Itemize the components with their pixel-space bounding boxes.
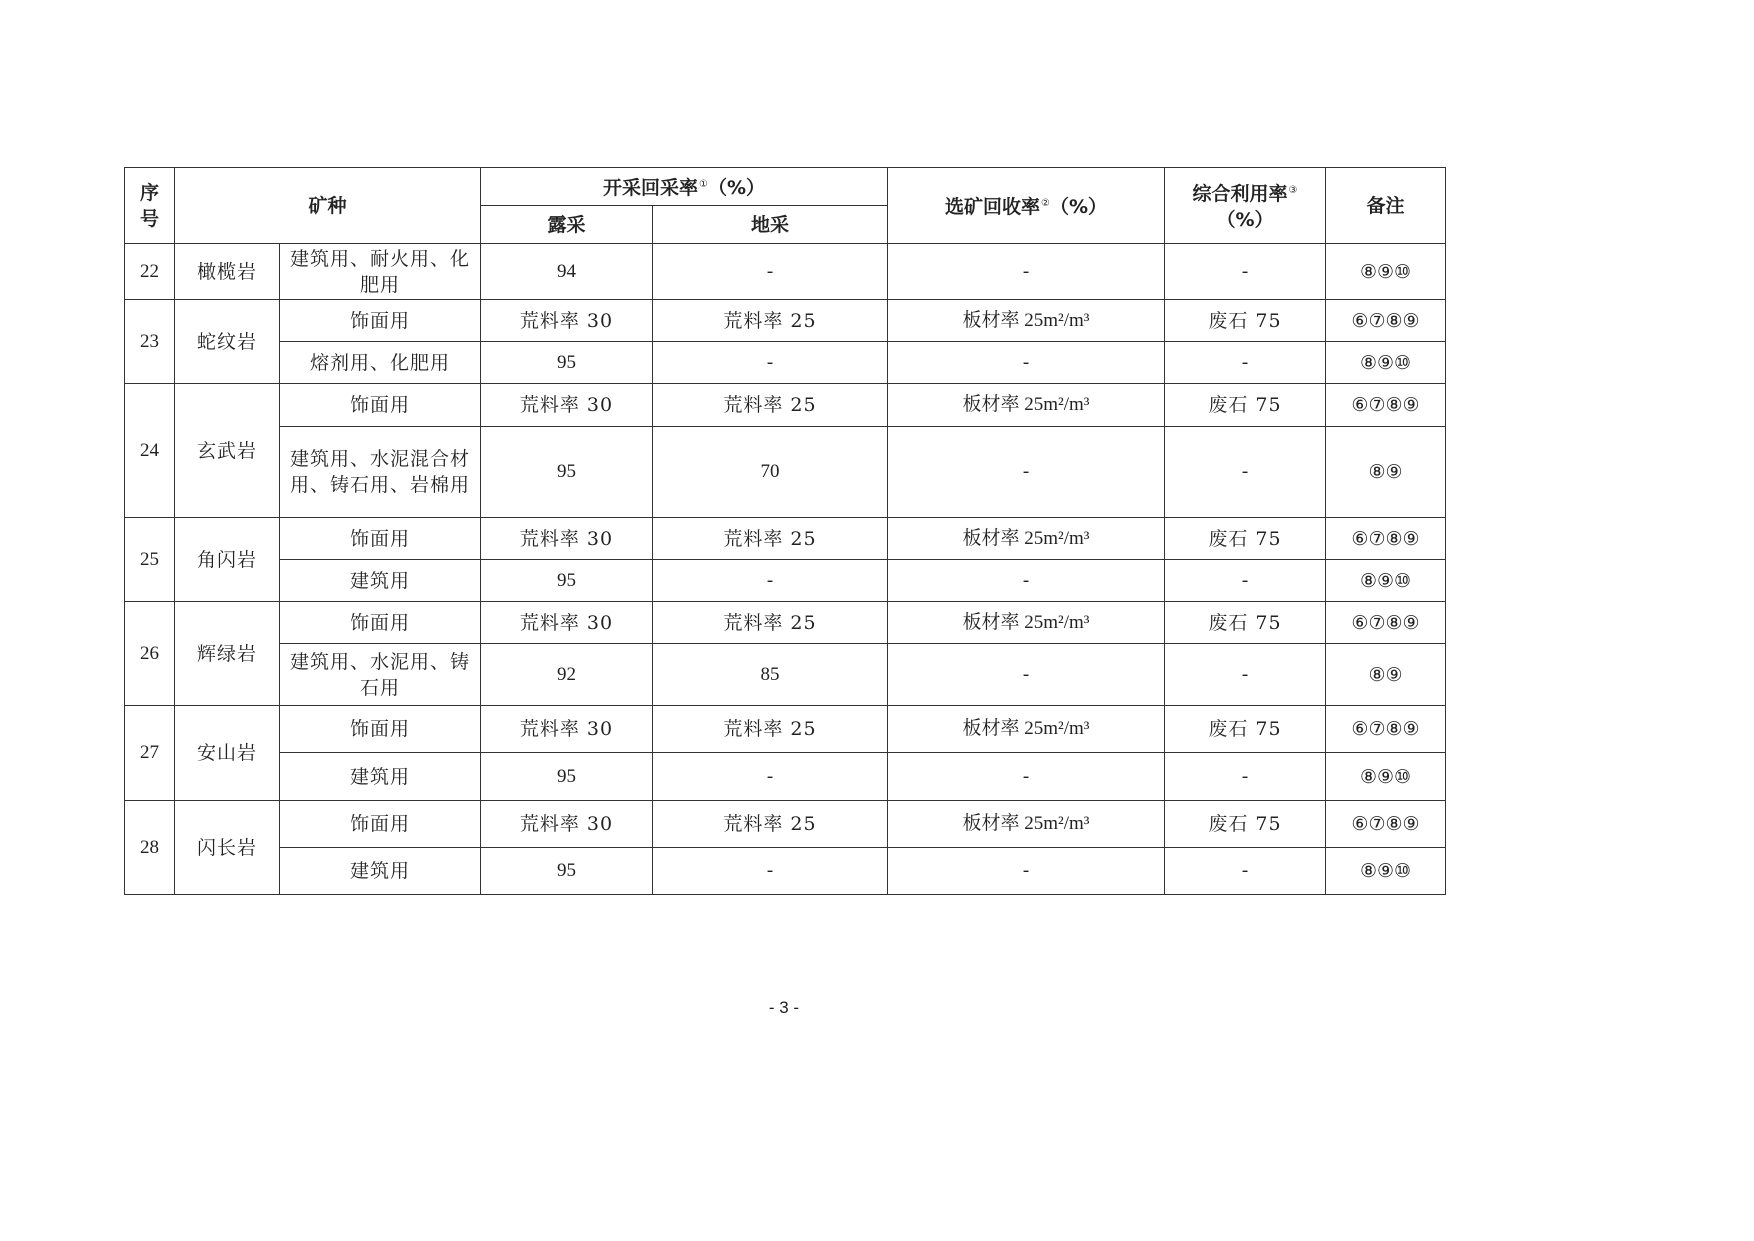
- comprehensive-value: 废石 75: [1165, 300, 1326, 342]
- underground-value: -: [653, 848, 888, 895]
- mineral-use: 建筑用、水泥用、铸石用: [280, 644, 481, 706]
- remark-value: ⑥⑦⑧⑨: [1326, 801, 1446, 848]
- header-comprehensive-use: 综合利用率③ （%）: [1165, 168, 1326, 244]
- underground-value: 荒料率 25: [653, 602, 888, 644]
- underground-value: 荒料率 25: [653, 518, 888, 560]
- remark-value: ⑧⑨: [1326, 427, 1446, 518]
- open-pit-value: 94: [481, 244, 653, 300]
- underground-value: 85: [653, 644, 888, 706]
- header-open-pit: 露采: [481, 206, 653, 244]
- mineral-use: 建筑用、水泥混合材用、铸石用、岩棉用: [280, 427, 481, 518]
- mineral-name: 角闪岩: [175, 518, 280, 602]
- table-row: [125, 560, 1446, 602]
- underground-value: -: [653, 753, 888, 801]
- processing-value: 板材率 25m²/m³: [888, 602, 1165, 644]
- remark-value: ⑥⑦⑧⑨: [1326, 518, 1446, 560]
- processing-value: -: [888, 753, 1165, 801]
- comprehensive-value: 废石 75: [1165, 706, 1326, 753]
- mineral-name: 辉绿岩: [175, 602, 280, 706]
- remark-value: ⑥⑦⑧⑨: [1326, 706, 1446, 753]
- mineral-use: 饰面用: [280, 518, 481, 560]
- comprehensive-value: 废石 75: [1165, 384, 1326, 427]
- remark-value: ⑧⑨⑩: [1326, 848, 1446, 895]
- processing-value: 板材率 25m²/m³: [888, 706, 1165, 753]
- underground-value: -: [653, 560, 888, 602]
- comprehensive-value: -: [1165, 644, 1326, 706]
- header-remarks: 备注: [1326, 168, 1446, 244]
- header-underground: 地采: [653, 206, 888, 244]
- row-number: 28: [125, 801, 175, 895]
- mineral-use: 建筑用、耐火用、化肥用: [280, 244, 481, 300]
- comprehensive-value: -: [1165, 342, 1326, 384]
- mineral-use: 饰面用: [280, 300, 481, 342]
- open-pit-value: 荒料率 30: [481, 706, 653, 753]
- open-pit-value: 荒料率 30: [481, 801, 653, 848]
- row-number: 23: [125, 300, 175, 384]
- table-row: [125, 244, 1446, 300]
- open-pit-value: 95: [481, 427, 653, 518]
- table-row: [125, 602, 1446, 644]
- processing-value: 板材率 25m²/m³: [888, 384, 1165, 427]
- table-row: [125, 384, 1446, 427]
- open-pit-value: 95: [481, 848, 653, 895]
- row-number: 22: [125, 244, 175, 300]
- mineral-name: 橄榄岩: [175, 244, 280, 300]
- page-number: - 3 -: [768, 998, 800, 1017]
- header-seq-text: 序号: [139, 181, 159, 230]
- table-row: [125, 300, 1446, 342]
- table-row: [125, 801, 1446, 848]
- mineral-name: 闪长岩: [175, 801, 280, 895]
- mineral-use: 饰面用: [280, 384, 481, 427]
- table-row: [125, 518, 1446, 560]
- processing-value: -: [888, 342, 1165, 384]
- header-seq: [125, 168, 175, 244]
- open-pit-value: 92: [481, 644, 653, 706]
- remark-value: ⑥⑦⑧⑨: [1326, 602, 1446, 644]
- footnote-1: ①: [699, 179, 708, 190]
- underground-value: 荒料率 25: [653, 801, 888, 848]
- footnote-3: ③: [1288, 185, 1298, 196]
- row-number: 27: [125, 706, 175, 801]
- comprehensive-value: 废石 75: [1165, 801, 1326, 848]
- open-pit-value: 95: [481, 753, 653, 801]
- open-pit-value: 95: [481, 560, 653, 602]
- comprehensive-value: -: [1165, 244, 1326, 300]
- row-number: 24: [125, 384, 175, 518]
- remark-value: ⑧⑨⑩: [1326, 342, 1446, 384]
- comprehensive-value: -: [1165, 427, 1326, 518]
- processing-value: -: [888, 427, 1165, 518]
- table-row: [125, 644, 1446, 706]
- remark-value: ⑥⑦⑧⑨: [1326, 300, 1446, 342]
- processing-value: -: [888, 848, 1165, 895]
- underground-value: 荒料率 25: [653, 300, 888, 342]
- mineral-use: 饰面用: [280, 706, 481, 753]
- remark-value: ⑧⑨: [1326, 644, 1446, 706]
- mineral-use: 建筑用: [280, 753, 481, 801]
- header-mineral: 矿种: [175, 168, 481, 244]
- comprehensive-value: -: [1165, 753, 1326, 801]
- underground-value: 70: [653, 427, 888, 518]
- remark-value: ⑧⑨⑩: [1326, 560, 1446, 602]
- processing-value: 板材率 25m²/m³: [888, 518, 1165, 560]
- mineral-name: 安山岩: [175, 706, 280, 801]
- row-number: 25: [125, 518, 175, 602]
- mineral-recovery-table: [124, 167, 1446, 895]
- row-number: 26: [125, 602, 175, 706]
- header-mining-recovery: 开采回采率①（%）: [481, 168, 888, 206]
- table-row: [125, 753, 1446, 801]
- processing-value: 板材率 25m²/m³: [888, 801, 1165, 848]
- remark-value: ⑧⑨⑩: [1326, 244, 1446, 300]
- mineral-use: 饰面用: [280, 801, 481, 848]
- processing-value: 板材率 25m²/m³: [888, 300, 1165, 342]
- processing-value: -: [888, 244, 1165, 300]
- mineral-use: 建筑用: [280, 848, 481, 895]
- mineral-name: 蛇纹岩: [175, 300, 280, 384]
- mineral-use: 饰面用: [280, 602, 481, 644]
- remark-value: ⑥⑦⑧⑨: [1326, 384, 1446, 427]
- table-row: [125, 706, 1446, 753]
- underground-value: -: [653, 342, 888, 384]
- footnote-2: ②: [1041, 198, 1050, 209]
- mineral-use: 建筑用: [280, 560, 481, 602]
- remark-value: ⑧⑨⑩: [1326, 753, 1446, 801]
- processing-value: -: [888, 644, 1165, 706]
- open-pit-value: 荒料率 30: [481, 602, 653, 644]
- mineral-name: 玄武岩: [175, 384, 280, 518]
- underground-value: 荒料率 25: [653, 706, 888, 753]
- header-processing-recovery: 选矿回收率②（%）: [888, 168, 1165, 244]
- table-row: [125, 427, 1446, 518]
- underground-value: 荒料率 25: [653, 384, 888, 427]
- open-pit-value: 荒料率 30: [481, 518, 653, 560]
- comprehensive-value: 废石 75: [1165, 518, 1326, 560]
- mineral-use: 熔剂用、化肥用: [280, 342, 481, 384]
- table-row: [125, 848, 1446, 895]
- processing-value: -: [888, 560, 1165, 602]
- underground-value: -: [653, 244, 888, 300]
- comprehensive-value: 废石 75: [1165, 602, 1326, 644]
- open-pit-value: 95: [481, 342, 653, 384]
- comprehensive-value: -: [1165, 560, 1326, 602]
- open-pit-value: 荒料率 30: [481, 384, 653, 427]
- table-row: [125, 342, 1446, 384]
- open-pit-value: 荒料率 30: [481, 300, 653, 342]
- comprehensive-value: -: [1165, 848, 1326, 895]
